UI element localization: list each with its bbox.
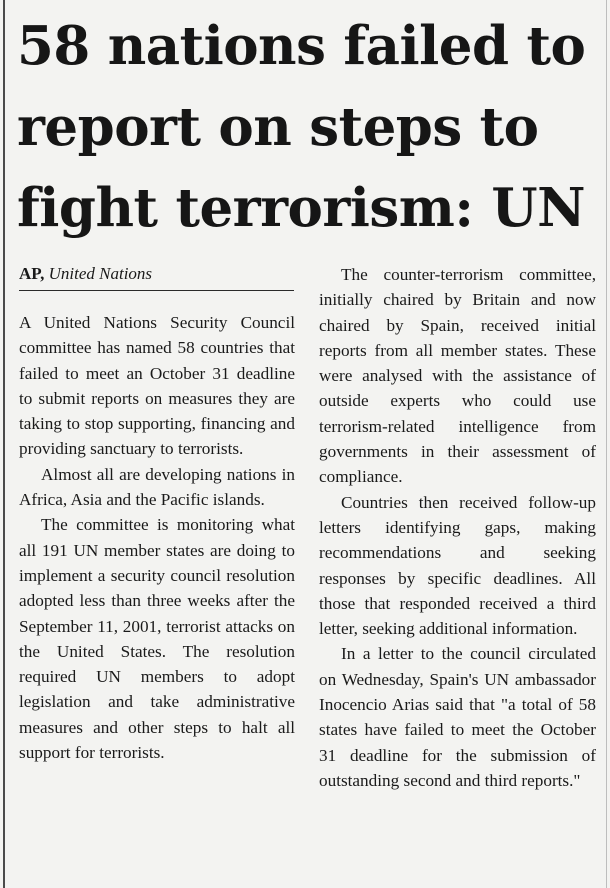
byline-agency: AP, xyxy=(19,264,45,283)
headline xyxy=(17,6,607,249)
headline-line: 58 nations failed to xyxy=(17,15,586,77)
byline xyxy=(19,263,294,291)
headline-line: report on steps to xyxy=(17,96,539,158)
paragraph: A United Nations Security Council committee has named 58 countries that failed to meet an October 31 deadline to submit reports on measures they are taking to stop supporting, financing and providing sanctuary to terrorists. xyxy=(19,313,295,459)
right-column xyxy=(319,262,596,793)
left-column xyxy=(19,310,295,765)
paragraph: Countries then received follow-up letters identifying gaps, making recommendations and seeking responses by specific deadlines. All those that responded received a third letter, seeking additional information. xyxy=(319,492,596,639)
headline-line: fight terrorism: UN xyxy=(17,177,586,239)
paragraph: Almost all are developing nations in Africa, Asia and the Pacific islands. xyxy=(19,464,295,510)
byline-place: United Nations xyxy=(48,264,153,283)
paragraph: The counter-terrorism committee, initially chaired by Britain and now chaired by Spain, received initial reports from all member states. These were analysed with the assistance of outside experts who could use terrorism-related intelligence from governments in their assessment of compliance. xyxy=(319,265,596,487)
paragraph: In a letter to the council circulated on Wednesday, Spain's UN ambassador Inocencio Arias said that "a total of 58 states have failed to meet the October 31 deadline for the submission of outstanding second and third reports." xyxy=(319,644,596,790)
paragraph: The committee is monitoring what all 191 UN member states are doing to implement a security council resolution adopted less than three weeks after the September 11, 2001, terrorist attacks on the United States. The resolution required UN members to adopt legislation and take administrative measures and other steps to halt all support for terrorists. xyxy=(19,515,295,763)
left-border-rule xyxy=(3,0,5,888)
